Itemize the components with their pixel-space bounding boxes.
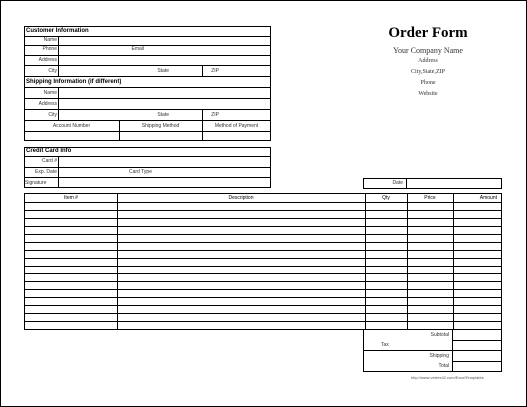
customer-address-field[interactable] (59, 56, 269, 64)
table-row[interactable] (25, 267, 501, 274)
account-number-field[interactable] (25, 132, 118, 140)
customer-city-field[interactable] (59, 67, 144, 75)
table-row[interactable] (25, 274, 501, 281)
tax-field[interactable] (454, 341, 500, 349)
customer-info-heading: Customer Information (26, 28, 89, 34)
table-row[interactable] (25, 235, 501, 242)
shipping-name-label: Name (43, 90, 57, 96)
table-row[interactable] (25, 251, 501, 258)
account-number-label: Account Number (52, 123, 91, 129)
shipping-method-label: Shipping Method (141, 123, 180, 129)
table-row[interactable] (25, 322, 501, 329)
customer-state-label: State (157, 68, 169, 74)
table-row[interactable] (25, 243, 501, 250)
payment-method-field[interactable] (203, 132, 270, 140)
company-name: Your Company Name (393, 46, 463, 55)
customer-email-field[interactable] (147, 46, 269, 54)
shipping-city-label: City (48, 112, 57, 118)
card-number-label: Card # (41, 158, 57, 164)
shipping-zip-field[interactable] (222, 111, 269, 119)
table-row[interactable] (25, 211, 501, 218)
customer-state-field[interactable] (171, 67, 201, 75)
customer-phone-label: Phone (42, 46, 57, 52)
card-number-field[interactable] (59, 157, 269, 165)
customer-email-label: Email (131, 46, 144, 52)
credit-card-heading: Credit Card Info (26, 148, 72, 154)
shipping-info-heading: Shipping Information (if different) (26, 79, 122, 85)
card-type-label: Card Type (129, 169, 152, 175)
exp-date-label: Exp. Date (35, 169, 57, 175)
subtotal-field[interactable] (454, 331, 500, 339)
customer-name-label: Name (43, 37, 57, 43)
table-row[interactable] (25, 306, 501, 313)
shipping-cost-field[interactable] (454, 352, 500, 360)
column-header-qty: Qty (382, 195, 390, 201)
shipping-label: Shipping (429, 353, 449, 359)
shipping-state-label: State (157, 112, 169, 118)
customer-zip-label: ZIP (211, 68, 219, 74)
table-row[interactable] (25, 282, 501, 289)
table-row[interactable] (25, 290, 501, 297)
shipping-state-field[interactable] (171, 111, 201, 119)
table-row[interactable] (25, 314, 501, 321)
shipping-address-label: Address (38, 101, 57, 107)
shipping-zip-label: ZIP (211, 112, 219, 118)
shipping-city-field[interactable] (59, 111, 144, 119)
tax-label: Tax (381, 342, 389, 348)
customer-name-field[interactable] (59, 37, 269, 45)
items-table (24, 193, 502, 330)
tax-rate-field[interactable] (396, 341, 450, 349)
customer-zip-field[interactable] (222, 67, 269, 75)
payment-method-label: Method of Payment (214, 123, 259, 129)
table-row[interactable] (25, 203, 501, 210)
column-header-price: Price (424, 195, 436, 201)
total-label: Total (438, 363, 449, 369)
customer-address-label: Address (38, 57, 57, 63)
date-label: Date (392, 180, 403, 186)
company-address: Address (418, 58, 438, 64)
total-field[interactable] (454, 362, 500, 370)
customer-city-label: City (48, 68, 57, 74)
column-header-item-number: Item # (64, 195, 78, 201)
column-header-amount: Amount (479, 195, 497, 201)
subtotal-label: Subtotal (430, 332, 449, 338)
company-phone: Phone (420, 80, 436, 86)
signature-label: Signature (25, 180, 47, 186)
footer-link[interactable]: http://www.vertex42.com/ExcelTemplates (411, 375, 484, 380)
exp-date-field[interactable] (59, 168, 114, 176)
shipping-method-field[interactable] (120, 132, 201, 140)
company-website: Website (418, 91, 438, 97)
signature-field[interactable] (59, 179, 269, 187)
form-title: Order Form (388, 25, 468, 41)
table-row[interactable] (25, 219, 501, 226)
shipping-name-field[interactable] (59, 89, 269, 97)
table-row[interactable] (25, 298, 501, 305)
card-type-field[interactable] (161, 168, 269, 176)
shipping-address-field[interactable] (59, 100, 269, 108)
column-header-description: Description (228, 195, 254, 201)
company-city-state-zip: City,State,ZIP (411, 69, 445, 75)
table-row[interactable] (25, 227, 501, 234)
date-field[interactable] (408, 179, 500, 187)
table-row[interactable] (25, 259, 501, 266)
customer-phone-field[interactable] (59, 46, 119, 54)
